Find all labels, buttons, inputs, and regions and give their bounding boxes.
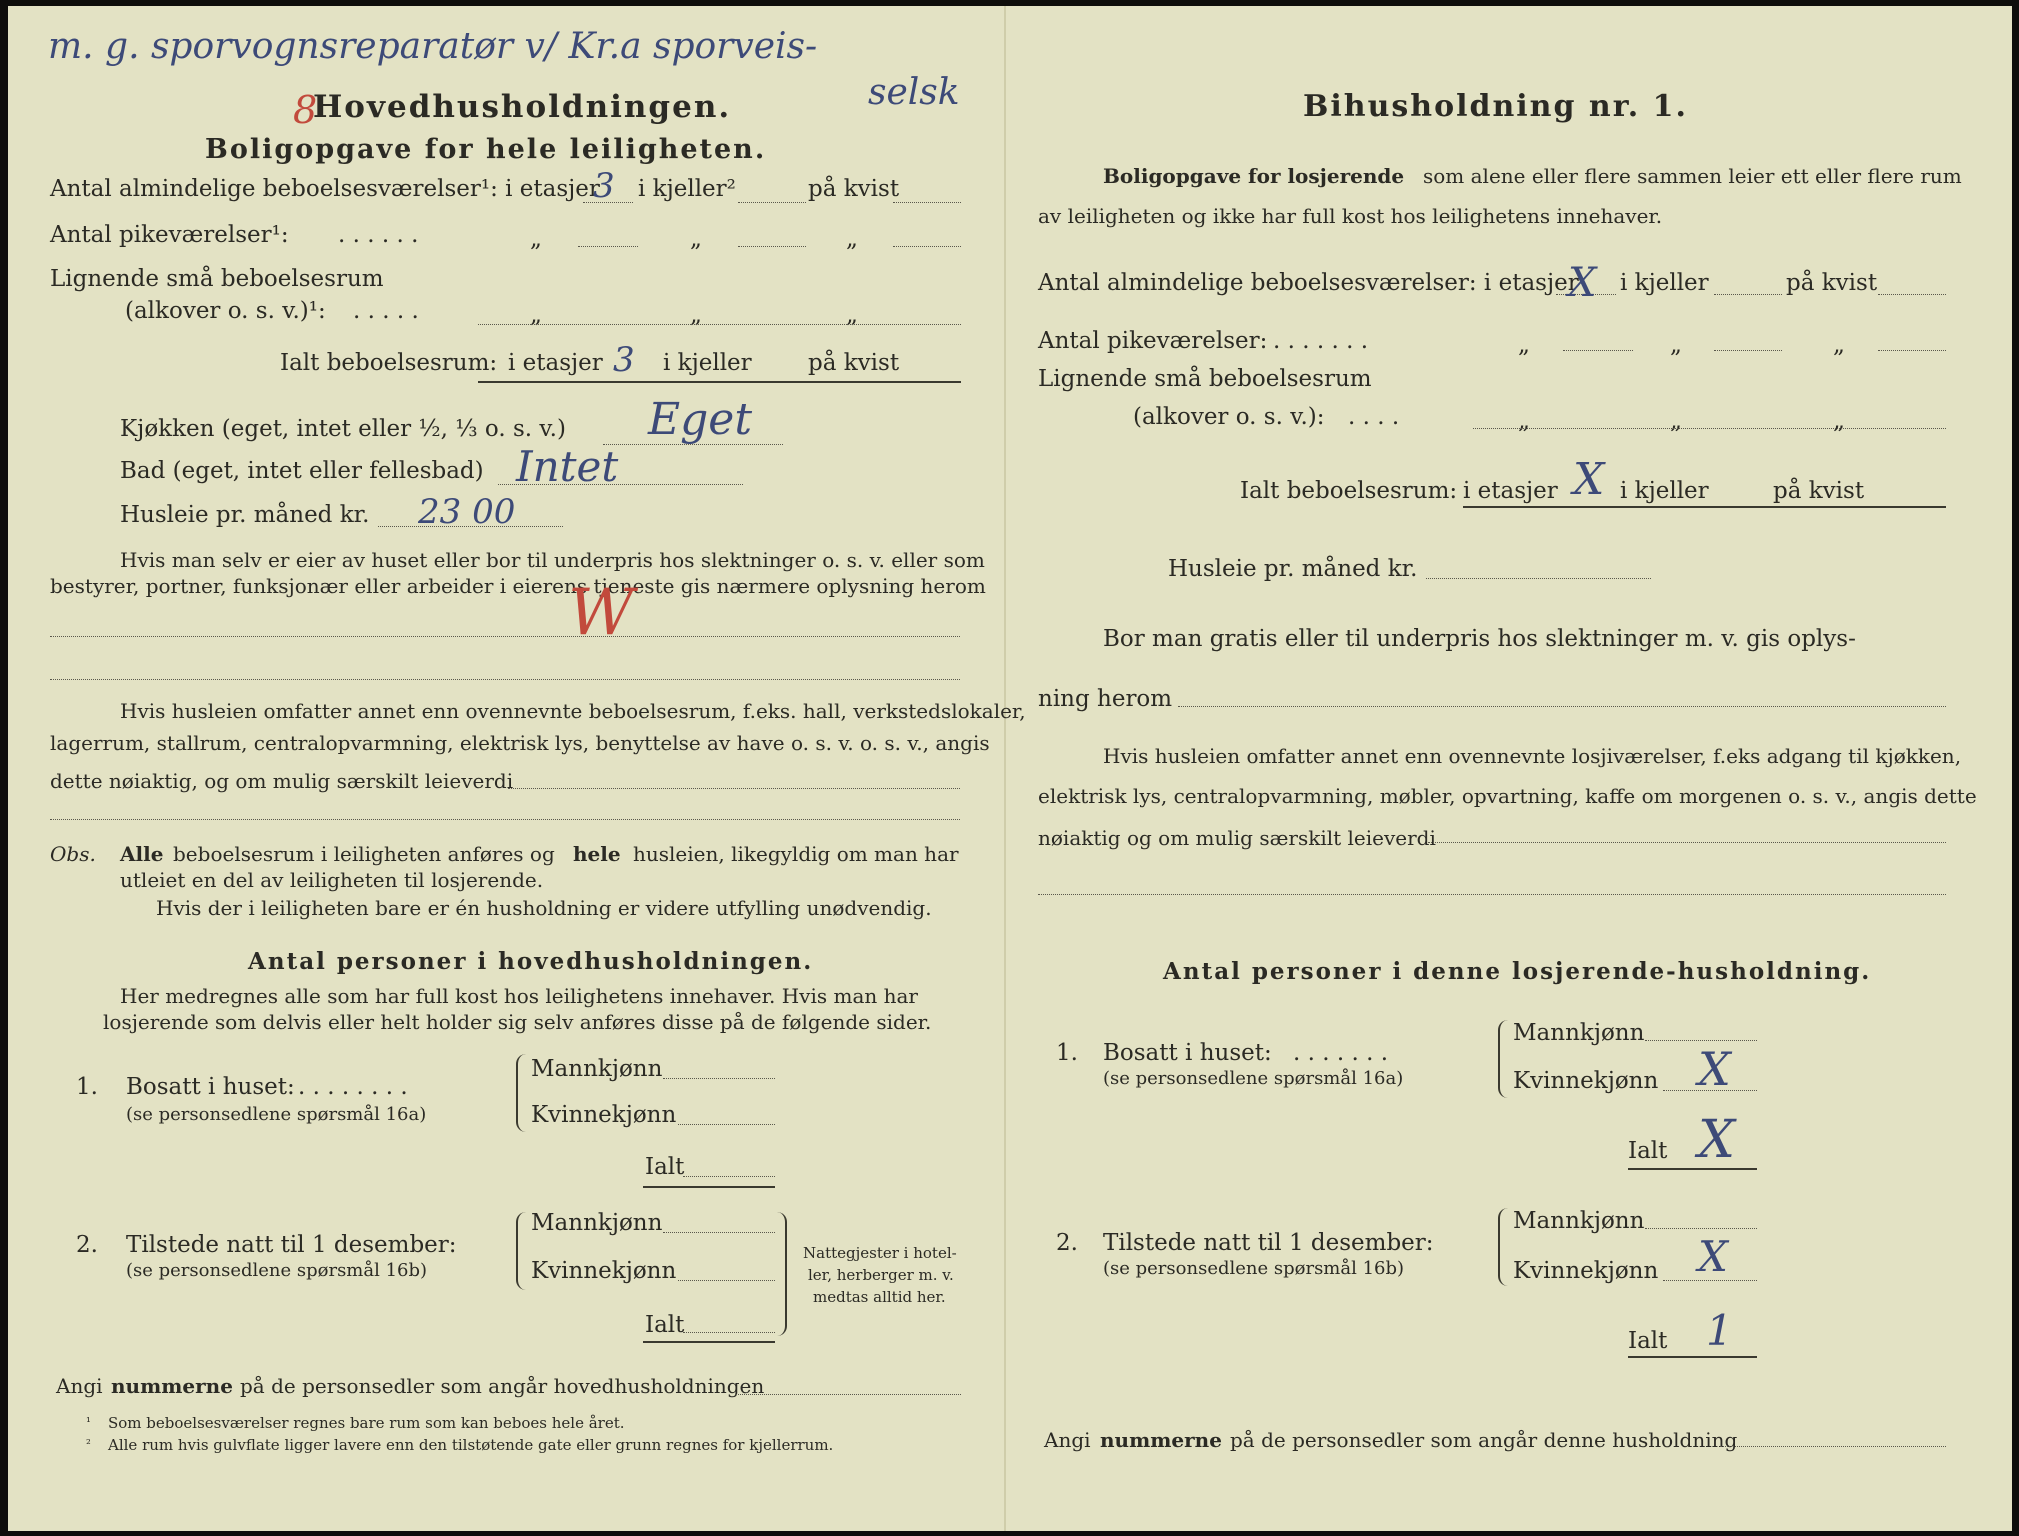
right-alkover-label: (alkover o. s. v.):: [1133, 404, 1325, 430]
right-ialt-underline: [1463, 506, 1946, 508]
right-item1-label: Bosatt i huset:: [1103, 1040, 1272, 1066]
right-ialt-paa-kvist-label: på kvist: [1773, 478, 1865, 504]
ditto-mark: „: [1833, 408, 1845, 434]
ditto-mark: „: [690, 302, 702, 328]
kvist-field[interactable]: [893, 202, 961, 203]
item1-dots: . . . . . . . .: [298, 1074, 408, 1100]
ditto-mark: „: [1518, 408, 1530, 434]
handwritten-right-item2-ialt: 1: [1706, 1306, 1733, 1355]
item1-mannkjonn-field[interactable]: [663, 1078, 775, 1079]
paa-kvist-label: på kvist: [808, 176, 900, 202]
item2-ialt-field[interactable]: [683, 1332, 775, 1333]
right-alkover-dots: . . . .: [1348, 404, 1400, 430]
ialt-i-kjeller-label: i kjeller: [663, 350, 752, 376]
obs-text-1: beboelsesrum i leiligheten anføres og: [173, 842, 555, 866]
right-hvis-line2: elektrisk lys, centralopvarmning, møbler, opvartning, kaffe om morgenen o. s. v., angis dette: [1038, 784, 1977, 808]
handwritten-bad: Intet: [516, 442, 619, 491]
handwritten-right-ialt-x: X: [1573, 454, 1605, 505]
right-pike-kvist-field[interactable]: [1878, 350, 1946, 351]
hvis-husleien-line1: Hvis husleien omfatter annet enn ovennevnte beboelsesrum, f.eks. hall, verkstedslokaler,: [120, 699, 1026, 723]
right-item1-ialt-label: Ialt: [1628, 1138, 1668, 1164]
right-item2-ialt-label: Ialt: [1628, 1328, 1668, 1354]
hvis-husleien-line2: lagerrum, stallrum, centralopvarmning, elektrisk lys, benyttelse av have o. s. v. o. s. v., angis: [50, 731, 990, 755]
right-intro-2: av leiligheten og ikke har full kost hos leilighetens innehaver.: [1038, 204, 1663, 228]
item2-sub: (se personsedlene spørsmål 16b): [126, 1260, 428, 1281]
husleie-label: Husleie pr. måned kr.: [120, 502, 370, 528]
leieverdi-field[interactable]: [508, 788, 960, 789]
kjokken-label: Kjøkken (eget, intet eller ½, ⅓ o. s. v.): [120, 416, 566, 442]
left-antal-heading: Antal personer i hovedhusholdningen.: [248, 948, 814, 975]
footnote2-number: ²: [86, 1437, 91, 1451]
pike-kjeller-field[interactable]: [738, 246, 806, 247]
left-angi-1: Angi: [56, 1374, 103, 1398]
right-husleie-label: Husleie pr. måned kr.: [1168, 556, 1418, 582]
right-item1-sub: (se personsedlene spørsmål 16a): [1103, 1068, 1404, 1089]
page-fold: [1004, 6, 1006, 1531]
ialt-underline: [478, 381, 961, 383]
natt-note-2: ler, herberger m. v.: [808, 1266, 954, 1284]
right-bor-line1: Bor man gratis eller til underpris hos slektninger m. v. gis oplys-: [1103, 626, 1856, 652]
ialt-paa-kvist-label: på kvist: [808, 350, 900, 376]
right-item1-mannkjonn-label: Mannkjønn: [1513, 1020, 1645, 1046]
handwritten-kjokken: Eget: [648, 394, 753, 445]
right-pike-dots: . . . . . . .: [1273, 328, 1369, 354]
kjeller-field[interactable]: [738, 202, 806, 203]
right-husleie-field[interactable]: [1426, 578, 1651, 579]
right-pike-etasjer-field[interactable]: [1563, 350, 1633, 351]
alkover-field[interactable]: [478, 324, 961, 325]
left-subtitle: Boligopgave for hele leiligheten.: [205, 134, 767, 165]
item1-mannkjonn-label: Mannkjønn: [531, 1056, 663, 1082]
right-angi-nummerne: nummerne: [1100, 1428, 1222, 1452]
right-item1-number: 1.: [1056, 1040, 1078, 1066]
item1-brace: [516, 1054, 530, 1132]
alkover-dots: . . . . .: [353, 298, 419, 324]
right-bor-field[interactable]: [1178, 706, 1946, 707]
right-item2-number: 2.: [1056, 1230, 1078, 1256]
item2-kvinnekjonn-label: Kvinnekjønn: [531, 1258, 677, 1284]
right-item2-mannkjonn-label: Mannkjønn: [1513, 1208, 1645, 1234]
ditto-mark: „: [530, 302, 542, 328]
right-leieverdi-field-2[interactable]: [1038, 894, 1946, 895]
right-intro-rest: som alene eller flere sammen leier ett eller flere rum: [1423, 164, 1962, 188]
right-intro-bold: Boligopgave for losjerende: [1103, 164, 1405, 188]
handwritten-ialt-etasjer: 3: [613, 340, 635, 380]
right-item1-kvinnekjonn-label: Kvinnekjønn: [1513, 1068, 1659, 1094]
right-pike-kjeller-field[interactable]: [1714, 350, 1782, 351]
handwritten-red-number: 8: [293, 88, 318, 132]
ditto-mark: „: [530, 226, 542, 252]
natt-note-1: Nattegjester i hotel-: [803, 1244, 957, 1262]
right-item2-mannkjonn-field[interactable]: [1645, 1228, 1757, 1229]
item2-label: Tilstede natt til 1 desember:: [126, 1232, 457, 1258]
item2-number: 2.: [76, 1232, 98, 1258]
ialt-beboelsesrum-label: Ialt beboelsesrum:: [280, 350, 498, 376]
item1-ialt-label: Ialt: [645, 1154, 685, 1180]
ditto-mark: „: [846, 226, 858, 252]
right-nummerne-field[interactable]: [1720, 1446, 1946, 1447]
handwritten-right-item1-ialt-x: X: [1698, 1110, 1736, 1170]
footnote2: Alle rum hvis gulvflate ligger lavere enn den tilstøtende gate eller grunn regnes for kjellerrum.: [108, 1436, 834, 1454]
obs-label: Obs.: [50, 842, 96, 866]
right-item2-label: Tilstede natt til 1 desember:: [1103, 1230, 1434, 1256]
right-paa-kvist-label: på kvist: [1786, 270, 1878, 296]
ditto-mark: „: [1670, 332, 1682, 358]
right-ialt-i-kjeller-label: i kjeller: [1620, 478, 1709, 504]
right-antal-heading: Antal personer i denne losjerende-husholdning.: [1163, 958, 1872, 985]
left-nummerne-field[interactable]: [736, 1394, 961, 1395]
right-bor-line2: ning herom: [1038, 686, 1173, 712]
antal-alm-label: Antal almindelige beboelsesværelser¹: i etasjer: [50, 176, 600, 202]
handwritten-red-mark: W: [568, 576, 634, 650]
antal-desc-2: losjerende som delvis eller helt holder sig selv anføres disse på de følgende sider.: [103, 1010, 932, 1034]
natt-brace: [773, 1212, 787, 1336]
right-item1-ialt-underline: [1628, 1168, 1757, 1170]
right-item2-kvinnekjonn-label: Kvinnekjønn: [1513, 1258, 1659, 1284]
handwritten-top-note-cont: selsk: [868, 72, 960, 113]
pike-kvist-field[interactable]: [893, 246, 961, 247]
ditto-mark: „: [1518, 332, 1530, 358]
obs-text-3: utleiet en del av leiligheten til losjerende.: [120, 868, 544, 892]
left-angi-nummerne: nummerne: [111, 1374, 233, 1398]
right-angi-1: Angi: [1044, 1428, 1091, 1452]
obs-text-2: husleien, likegyldig om man har: [633, 842, 959, 866]
pike-dots: . . . . . .: [338, 222, 419, 248]
handwritten-right-etasjer-x: X: [1568, 260, 1597, 306]
right-leieverdi-field[interactable]: [1428, 842, 1946, 843]
footnote1-number: ¹: [86, 1415, 91, 1429]
handwritten-husleie: 23 00: [418, 492, 516, 532]
handwritten-top-note: m. g. sporvognsreparatør v/ Kr.a sporveis-: [48, 26, 818, 67]
oplysning-field-2[interactable]: [50, 679, 960, 680]
census-form-sheet: [8, 6, 2012, 1531]
alkover-label: (alkover o. s. v.)¹:: [125, 298, 326, 324]
bad-label: Bad (eget, intet eller fellesbad): [120, 458, 484, 484]
handwritten-right-item2-kvinner-x: X: [1698, 1232, 1728, 1281]
right-kjeller-field[interactable]: [1714, 294, 1782, 295]
natt-note-3: medtas alltid her.: [813, 1288, 946, 1306]
right-angi-3: på de personsedler som angår denne husholdning: [1230, 1428, 1738, 1452]
item2-mannkjonn-field[interactable]: [663, 1232, 775, 1233]
obs-alle: Alle: [120, 842, 164, 866]
right-lignende-label: Lignende små beboelsesrum: [1038, 366, 1372, 392]
item1-sub: (se personsedlene spørsmål 16a): [126, 1104, 427, 1125]
footnote1: Som beboelsesværelser regnes bare rum som kan beboes hele året.: [108, 1414, 625, 1432]
right-hvis-line1: Hvis husleien omfatter annet enn ovennevnte losjiværelser, f.eks adgang til kjøkken,: [1103, 744, 1962, 768]
right-item2-brace: [1498, 1208, 1512, 1286]
right-i-kjeller-label: i kjeller: [1620, 270, 1709, 296]
handwritten-etasjer: 3: [593, 166, 615, 206]
right-alkover-field[interactable]: [1473, 428, 1946, 429]
item2-ialt-underline: [643, 1341, 775, 1343]
item2-mannkjonn-label: Mannkjønn: [531, 1210, 663, 1236]
item1-ialt-underline: [643, 1186, 775, 1188]
right-title: Bihusholdning nr. 1.: [1303, 89, 1688, 124]
leieverdi-field-2[interactable]: [50, 819, 960, 820]
antal-desc-1: Her medregnes alle som har full kost hos leilighetens innehaver. Hvis man har: [120, 984, 918, 1008]
pike-etasjer-field[interactable]: [578, 246, 638, 247]
left-angi-3: på de personsedler som angår hovedhusholdningen: [240, 1374, 765, 1398]
right-ialt-i-etasjer-label: i etasjer: [1463, 478, 1558, 504]
right-item1-brace: [1498, 1020, 1512, 1098]
hvis-husleien-line3: dette nøiaktig, og om mulig særskilt leieverdi: [50, 769, 514, 793]
right-ialt-label: Ialt beboelsesrum:: [1240, 478, 1458, 504]
ditto-mark: „: [1670, 408, 1682, 434]
item2-kvinnekjonn-field[interactable]: [678, 1280, 775, 1281]
hvis-selv-line1: Hvis man selv er eier av huset eller bor til underpris hos slektninger o. s. v. eller som: [120, 548, 985, 572]
ditto-mark: „: [1833, 332, 1845, 358]
item2-brace: [516, 1212, 530, 1290]
item1-kvinnekjonn-label: Kvinnekjønn: [531, 1102, 677, 1128]
i-kjeller-label: i kjeller²: [638, 176, 736, 202]
item2-ialt-label: Ialt: [645, 1312, 685, 1338]
ialt-i-etasjer-label: i etasjer: [508, 350, 603, 376]
item1-ialt-field[interactable]: [683, 1176, 775, 1177]
handwritten-right-item1-kvinner-x: X: [1698, 1042, 1731, 1096]
oplysning-field[interactable]: [50, 636, 960, 637]
right-hvis-line3: nøiaktig og om mulig særskilt leieverdi: [1038, 826, 1436, 850]
right-kvist-field[interactable]: [1878, 294, 1946, 295]
right-item1-dots: . . . . . . .: [1293, 1040, 1389, 1066]
item1-label: Bosatt i huset:: [126, 1074, 295, 1100]
right-antal-alm-label: Antal almindelige beboelsesværelser: i etasjer: [1038, 270, 1579, 296]
right-item2-ialt-underline: [1628, 1356, 1757, 1358]
hvis-selv-line2: bestyrer, portner, funksjonær eller arbeider i eierens tjeneste gis nærmere oplysning herom: [50, 574, 986, 598]
right-item1-mannkjonn-field[interactable]: [1645, 1040, 1757, 1041]
ditto-mark: „: [846, 302, 858, 328]
obs-text-4: Hvis der i leiligheten bare er én husholdning er videre utfylling unødvendig.: [156, 896, 932, 920]
obs-hele: hele: [573, 842, 621, 866]
right-pike-label: Antal pikeværelser:: [1038, 328, 1268, 354]
ditto-mark: „: [690, 226, 702, 252]
left-title: Hovedhusholdningen.: [313, 89, 732, 125]
right-item2-sub: (se personsedlene spørsmål 16b): [1103, 1258, 1405, 1279]
item1-number: 1.: [76, 1074, 98, 1100]
item1-kvinnekjonn-field[interactable]: [678, 1124, 775, 1125]
lignende-label: Lignende små beboelsesrum: [50, 266, 384, 292]
pike-label: Antal pikeværelser¹:: [50, 222, 289, 248]
